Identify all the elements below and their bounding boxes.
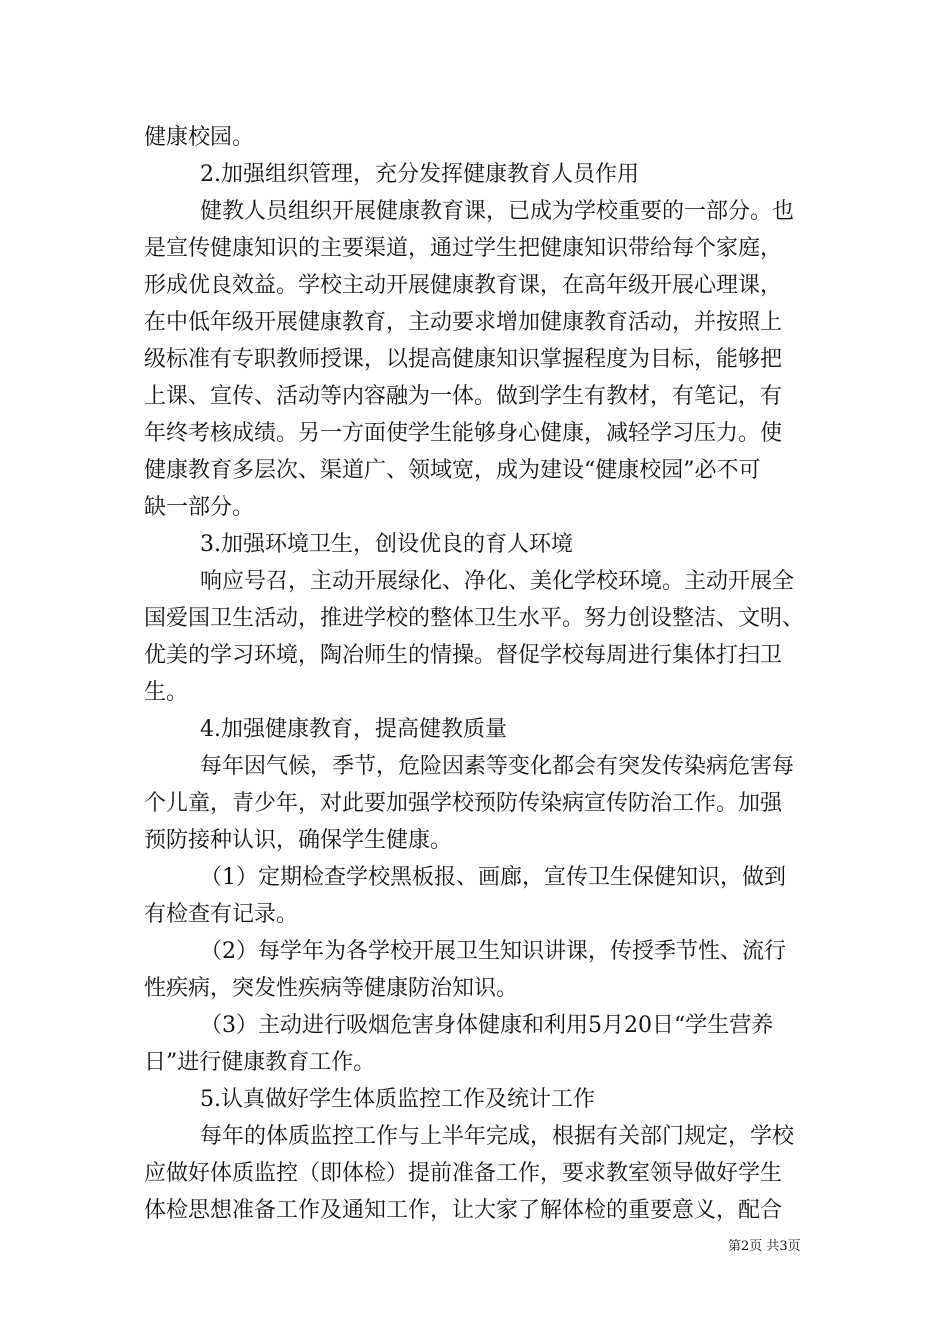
page-number: 第2页 共3页 — [728, 1239, 801, 1254]
text-line: 个儿童，青少年，对此要加强学校预防传染病宣传防治工作。加强 — [144, 791, 783, 816]
list-item: （3）主动进行吸烟危害身体健康和利用5月20日“学生营养 — [200, 1013, 774, 1038]
text-line: 预防接种认识，确保学生健康。 — [144, 828, 453, 853]
text-line: 响应号召，主动开展绿化、净化、美化学校环境。主动开展全 — [200, 569, 795, 594]
list-item: （1）定期检查学校黑板报、画廊，宣传卫生保健知识，做到 — [200, 865, 786, 890]
text-line: 应做好体质监控（即体检）提前准备工作，要求教室领导做好学生 — [144, 1161, 783, 1186]
text-line: 每年的体质监控工作与上半年完成，根据有关部门规定，学校 — [200, 1124, 795, 1149]
section-heading: 5.认真做好学生体质监控工作及统计工作 — [200, 1087, 595, 1112]
text-line: 级标准有专职教师授课，以提高健康知识掌握程度为目标，能够把 — [144, 347, 783, 372]
text-line: 生。 — [144, 680, 189, 705]
text-line: 健教人员组织开展健康教育课，已成为学校重要的一部分。也 — [200, 199, 795, 224]
section-heading: 4.加强健康教育，提高健教质量 — [200, 717, 507, 742]
text-line: 体检思想准备工作及通知工作，让大家了解体检的重要意义，配合 — [144, 1198, 783, 1223]
text-line: 优美的学习环境，陶冶师生的情操。督促学校每周进行集体打扫卫 — [144, 643, 783, 668]
text-line: 健康教育多层次、渠道广、领域宽，成为建设“健康校园”必不可 — [144, 458, 761, 483]
text-line: 上课、宣传、活动等内容融为一体。做到学生有教材，有笔记，有 — [144, 384, 783, 409]
text-line: 年终考核成绩。另一方面使学生能够身心健康，减轻学习压力。使 — [144, 421, 783, 446]
text-line: 健康校园。 — [144, 125, 255, 150]
text-line: 在中低年级开展健康教育，主动要求增加健康教育活动，并按照上 — [144, 310, 783, 335]
text-line: 国爱国卫生活动，推进学校的整体卫生水平。努力创设整洁、文明、 — [144, 606, 805, 631]
section-heading: 2.加强组织管理，充分发挥健康教育人员作用 — [200, 162, 639, 187]
text-line: 缺一部分。 — [144, 495, 255, 520]
text-line: 形成优良效益。学校主动开展健康教育课，在高年级开展心理课， — [144, 273, 783, 298]
text-line: 有检查有记录。 — [144, 902, 299, 927]
text-line: 性疾病，突发性疾病等健康防治知识。 — [144, 976, 519, 1001]
text-line: 日”进行健康教育工作。 — [144, 1050, 376, 1075]
list-item: （2）每学年为各学校开展卫生知识讲课，传授季节性、流行 — [200, 939, 786, 964]
section-heading: 3.加强环境卫生，创设优良的育人环境 — [200, 532, 573, 557]
text-line: 每年因气候，季节，危险因素等变化都会有突发传染病危害每 — [200, 754, 795, 779]
text-line: 是宣传健康知识的主要渠道，通过学生把健康知识带给每个家庭， — [144, 236, 783, 261]
